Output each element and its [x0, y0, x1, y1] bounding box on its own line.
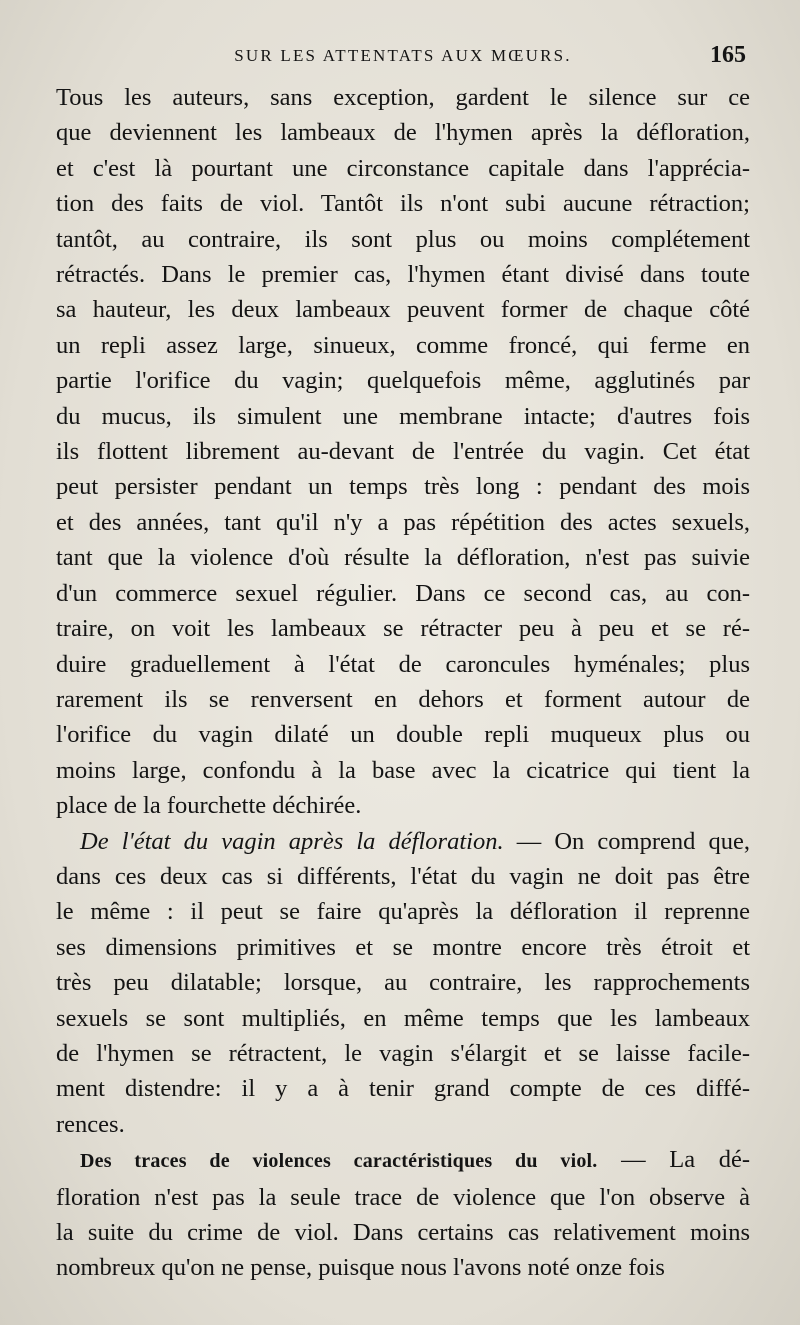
text-line: la suite du crime de viol. Dans certains cas relativement moins [56, 1219, 750, 1246]
text-line: le même : il peut se faire qu'après la défloration il reprenne [56, 898, 750, 926]
text-line: sexuels se sont multipliés, en même temps que les lambeaux [56, 1004, 750, 1032]
text-line: rétractés. Dans le premier cas, l'hymen étant divisé dans toute [56, 261, 750, 289]
text-line: ils flottent librement au-devant de l'entrée du vagin. Cet état [56, 438, 750, 466]
paragraph-lead-line [56, 824, 750, 859]
section-heading: Des traces de violences caractéristiques du viol. [80, 1150, 598, 1173]
text-line: sa hauteur, les deux lambeaux peuvent former de chaque côté [56, 296, 750, 324]
lead-continuation: — La dé- [597, 1146, 750, 1174]
running-title: SUR LES ATTENTATS AUX MŒURS. [234, 46, 572, 65]
paragraph-hymen-lambeaux [56, 80, 750, 824]
text-line: de l'hymen se rétractent, le vagin s'élargit et se laisse facile- [56, 1039, 750, 1067]
text-line: dans ces deux cas si différents, l'état du vagin ne doit pas être [56, 862, 750, 890]
text-line: place de la fourchette déchirée. [56, 792, 362, 820]
paragraph-etat-vagin [56, 824, 750, 1143]
text-line: tant que la violence d'où résulte la défloration, n'est pas suivie [56, 544, 750, 572]
text-line: partie l'orifice du vagin; quelquefois même, agglutinés par [56, 367, 750, 395]
paragraph-traces-violences [56, 1142, 750, 1286]
text-line: Tous les auteurs, sans exception, gardent le silence sur ce [56, 84, 750, 111]
text-line: et des années, tant qu'il n'y a pas répétition des actes sexuels, [56, 508, 750, 536]
text-line: très peu dilatable; lorsque, au contraire, les rapprochements [56, 969, 750, 997]
paragraph-lead-line [56, 1142, 750, 1179]
body-text [56, 80, 750, 1286]
text-line: ses dimensions primitives et se montre encore très étroit et [56, 933, 750, 961]
text-line: rarement ils se renversent en dehors et forment autour de [56, 685, 750, 713]
text-line: peut persister pendant un temps très long : pendant des mois [56, 473, 750, 501]
section-heading: De l'état du vagin après la défloration. [80, 827, 504, 855]
text-line: du mucus, ils simulent une membrane intacte; d'autres fois [56, 402, 750, 430]
text-line: moins large, confondu à la base avec la cicatrice qui tient la [56, 756, 750, 784]
text-line: tion des faits de viol. Tantôt ils n'ont subi aucune rétraction; [56, 190, 750, 218]
text-line: rences. [56, 1110, 125, 1138]
text-line: ment distendre: il y a à tenir grand compte de ces diffé- [56, 1075, 750, 1103]
lead-continuation: — On comprend que, [503, 827, 750, 855]
text-line: l'orifice du vagin dilaté un double repli muqueux plus ou [56, 721, 750, 749]
text-line: duire graduellement à l'état de caroncules hyménales; plus [56, 650, 750, 678]
text-line: que deviennent les lambeaux de l'hymen après la défloration, [56, 119, 750, 147]
running-head [56, 40, 750, 76]
text-line: floration n'est pas la seule trace de violence que l'on observe à [56, 1183, 750, 1211]
text-line: traire, on voit les lambeaux se rétracter peu à peu et se ré- [56, 615, 750, 643]
text-line: tantôt, au contraire, ils sont plus ou moins complétement [56, 225, 750, 253]
text-line: un repli assez large, sinueux, comme froncé, qui ferme en [56, 331, 750, 359]
text-line: d'un commerce sexuel régulier. Dans ce second cas, au con- [56, 579, 750, 607]
text-line: et c'est là pourtant une circonstance capitale dans l'apprécia- [56, 154, 750, 182]
page-number: 165 [710, 42, 746, 68]
text-line: nombreux qu'on ne pense, puisque nous l'avons noté onze fois [56, 1254, 665, 1282]
